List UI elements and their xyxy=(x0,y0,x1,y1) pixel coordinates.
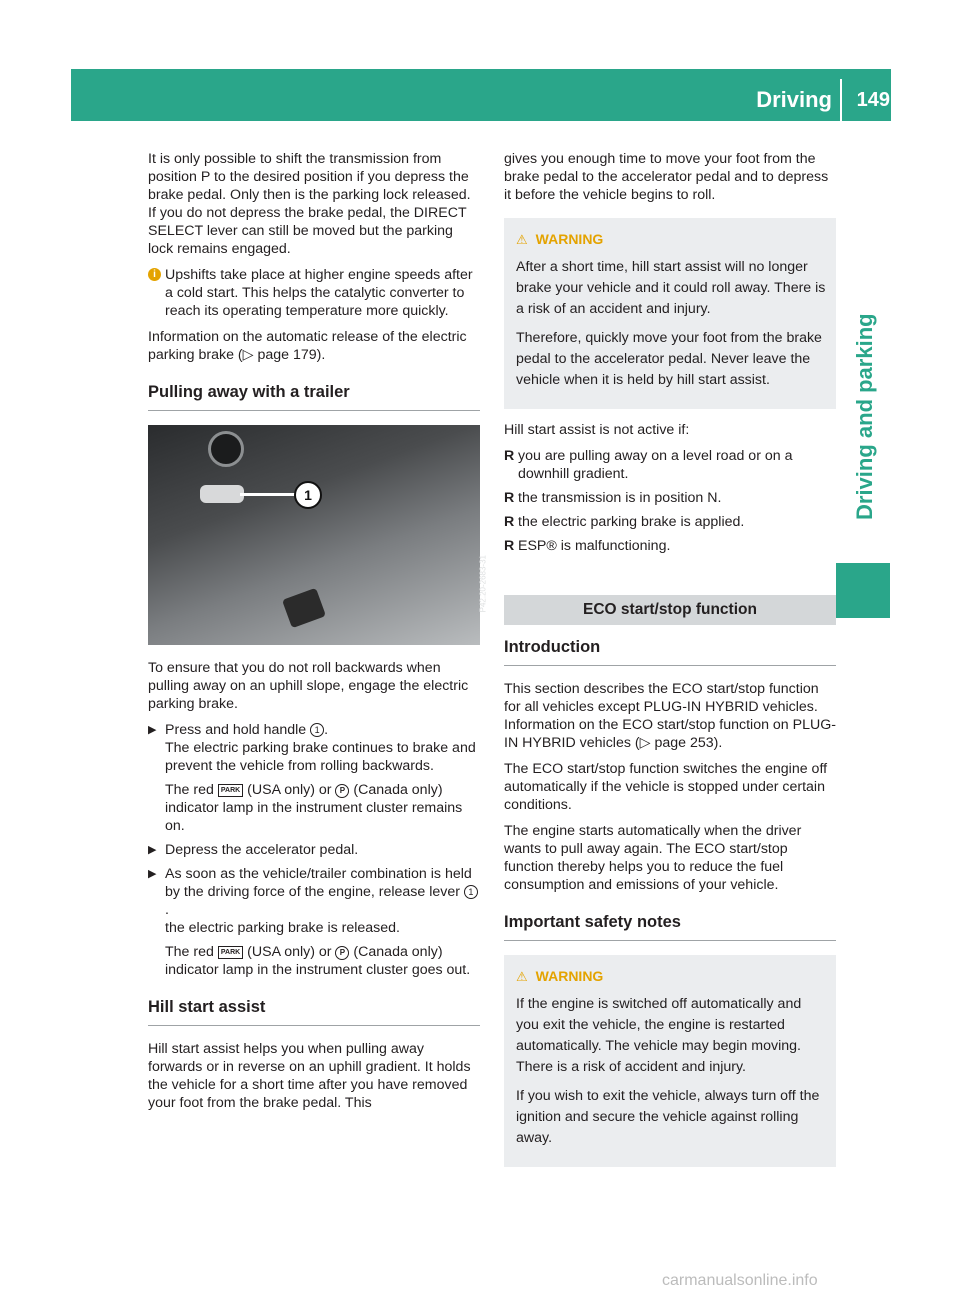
warning-title: ⚠ WARNING xyxy=(516,968,604,984)
step xyxy=(148,841,480,859)
step-text: Depress the accelerator pedal. xyxy=(165,842,359,858)
bullet-icon: R xyxy=(504,448,515,464)
left-column xyxy=(148,150,487,1120)
step-text: The red PARK (USA only) or P (Canada only) indicator lamp in the instrument cluster remains on. xyxy=(165,782,463,834)
section-title: Driving xyxy=(756,87,832,112)
warning-text: If you wish to exit the vehicle, always turn off the ignition and secure the vehicle against rolling away. xyxy=(516,1088,820,1146)
light-switch-knob xyxy=(208,431,244,467)
side-tab-label: Driving and parking xyxy=(852,313,877,520)
header-divider xyxy=(840,79,842,121)
step-text: Press and hold handle 1 . The electric parking brake continues to brake and prevent the vehicle from rolling backwards. xyxy=(165,722,476,774)
warning-triangle-icon: ⚠ xyxy=(516,232,528,247)
canada-brake-icon: P xyxy=(335,784,349,798)
bullet-icon: R xyxy=(504,538,515,554)
parking-brake-handle xyxy=(200,485,244,503)
section-heading: Introduction xyxy=(504,637,836,666)
park-symbol-icon: PARK xyxy=(218,946,243,959)
warning-triangle-icon: ⚠ xyxy=(516,969,528,984)
step-arrow-icon: ▶ xyxy=(148,724,157,736)
bullet-item: R you are pulling away on a level road or on a downhill gradient. xyxy=(504,448,793,482)
page-number: 149 xyxy=(856,89,890,111)
side-square xyxy=(836,563,890,618)
watermark: carmanualsonline.info xyxy=(662,1272,818,1289)
bullet-item: R the transmission is in position N. xyxy=(504,490,722,506)
warning-text: After a short time, hill start assist will no longer brake your vehicle and it could roll away. There is a risk of an accident and injury. xyxy=(516,259,826,317)
warning-text: If the engine is switched off automatically and you exit the vehicle, the engine is restarted automatically. The vehicle may begin moving. There is a risk of accident and injury. xyxy=(516,996,802,1075)
callout-ref-icon: 1 xyxy=(464,885,478,899)
callout-line xyxy=(240,493,296,496)
section-heading: Pulling away with a trailer xyxy=(148,382,480,411)
parking-brake-photo xyxy=(148,425,487,645)
warning-box xyxy=(504,955,836,1167)
running-header xyxy=(590,85,890,115)
paragraph: This section describes the ECO start/stop function for all vehicles except PLUG-IN HYBRID vehicles. Information on the ECO start/stop function on PLUG-IN HYBRID vehicles (▷ page 253). xyxy=(504,681,836,751)
step-arrow-icon: ▶ xyxy=(148,844,157,856)
info-note xyxy=(148,266,480,320)
photo-code: P42.20-2683-31 xyxy=(478,555,487,613)
warning-box xyxy=(504,218,836,409)
bullet-icon: R xyxy=(504,490,515,506)
right-column xyxy=(504,150,836,1179)
paragraph: To ensure that you do not roll backwards when pulling away on an uphill slope, engage the electric parking brake. xyxy=(148,660,469,712)
bullet-item: R ESP® is malfunctioning. xyxy=(504,538,671,554)
paragraph: The ECO start/stop function switches the engine off automatically if the vehicle is stopped under certain conditions. xyxy=(504,761,828,813)
paragraph: gives you enough time to move your foot from the brake pedal to the accelerator pedal and to depress it before the vehicle begins to roll. xyxy=(504,151,829,203)
chapter-heading: ECO start/stop function xyxy=(504,595,836,625)
info-icon: i xyxy=(148,268,161,281)
step-arrow-icon: ▶ xyxy=(148,868,157,880)
step xyxy=(148,865,480,979)
side-tab xyxy=(836,240,896,520)
section-heading: Important safety notes xyxy=(504,912,836,941)
warning-text: Therefore, quickly move your foot from the brake pedal to the accelerator pedal. Never leave the vehicle when it is held by hill start assist. xyxy=(516,330,822,388)
section-heading: Hill start assist xyxy=(148,997,480,1026)
paragraph: Hill start assist helps you when pulling away forwards or in reverse on an uphill gradient. It holds the vehicle for a short time after you have removed your foot from the brake pedal. This xyxy=(148,1041,471,1111)
brake-pedal xyxy=(282,588,326,629)
park-symbol-icon: PARK xyxy=(218,784,243,797)
paragraph: It is only possible to shift the transmission from position P to the desired position if you depress the brake pedal. Only then is the parking lock released. If you do not depress the brake pedal, the DIRECT SELECT lever can still be moved but the parking lock remains engaged. xyxy=(148,151,471,257)
callout-number: 1 xyxy=(294,481,322,509)
warning-title: ⚠ WARNING xyxy=(516,231,604,247)
callout-ref-icon: 1 xyxy=(310,723,324,737)
step-text: The red PARK (USA only) or P (Canada only) indicator lamp in the instrument cluster goes out. xyxy=(165,944,471,978)
bullet-item: R the electric parking brake is applied. xyxy=(504,514,745,530)
bullet-icon: R xyxy=(504,514,515,530)
paragraph: Hill start assist is not active if: xyxy=(504,422,690,438)
step-text: As soon as the vehicle/trailer combination is held by the driving force of the engine, release lever 1. the electric parking brake is released. xyxy=(165,865,480,937)
paragraph: Information on the automatic release of the electric parking brake (▷ page 179). xyxy=(148,329,467,363)
paragraph: The engine starts automatically when the driver wants to pull away again. The ECO start/stop function thereby helps you to reduce the fuel consumption and emissions of your vehicle. xyxy=(504,823,802,893)
info-text: Upshifts take place at higher engine speeds after a cold start. This helps the catalytic converter to reach its operating temperature more quickly. xyxy=(165,267,473,319)
canada-brake-icon: P xyxy=(335,946,349,960)
step xyxy=(148,721,480,835)
